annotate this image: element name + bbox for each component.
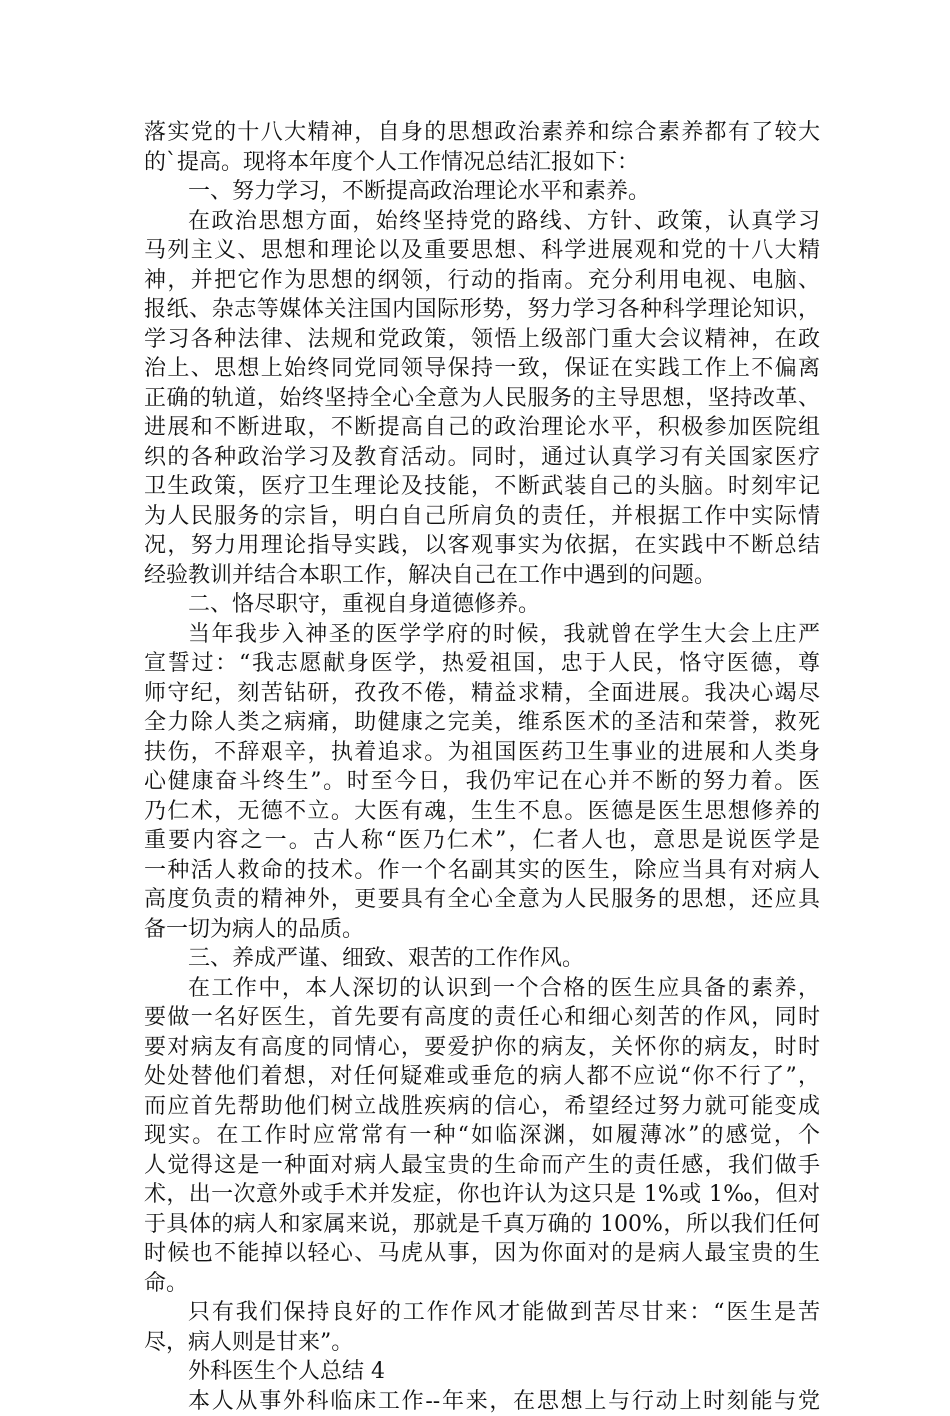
text-line: 报纸、杂志等媒体关注国内国际形势，努力学习各种科学理论知识， — [144, 295, 820, 325]
text-line: 治上、思想上始终同党同领导保持一致，保证在实践工作上不偏离 — [144, 354, 820, 384]
text-line: 乃仁术，无德不立。大医有魂，生生不息。医德是医生思想修养的 — [144, 797, 820, 827]
text-line: 本人从事外科临床工作--年来，在思想上与行动上时刻能与党 — [144, 1387, 820, 1416]
text-line: 师守纪，刻苦钻研，孜孜不倦，精益求精，全面进展。我决心竭尽 — [144, 679, 820, 709]
text-line: 而应首先帮助他们树立战胜疾病的信心，希望经过努力就可能变成 — [144, 1092, 820, 1122]
text-line: 当年我步入神圣的医学学府的时候，我就曾在学生大会上庄严 — [144, 620, 820, 650]
text-line: 况，努力用理论指导实践，以客观事实为依据，在实践中不断总结 — [144, 531, 820, 561]
text-line: 进展和不断进取，不断提高自己的政治理论水平，积极参加医院组 — [144, 413, 820, 443]
text-line: 现实。在工作时应常常有一种“如临深渊，如履薄冰”的感觉，个 — [144, 1121, 820, 1151]
text-line: 要对病友有高度的同情心，要爱护你的病友，关怀你的病友，时时 — [144, 1033, 820, 1063]
text-line: 一、努力学习，不断提高政治理论水平和素养。 — [144, 177, 820, 207]
text-line: 马列主义、思想和理论以及重要思想、科学进展观和党的十八大精 — [144, 236, 820, 266]
text-line: 宣誓过：“我志愿献身医学，热爱祖国，忠于人民，恪守医德，尊 — [144, 649, 820, 679]
text-line: 要做一名好医生，首先要有高度的责任心和细心刻苦的作风，同时 — [144, 1003, 820, 1033]
text-line: 正确的轨道，始终坚持全心全意为人民服务的主导思想，坚持改革、 — [144, 384, 820, 414]
text-line: 人觉得这是一种面对病人最宝贵的生命而产生的责任感，我们做手 — [144, 1151, 820, 1181]
text-line: 经验教训并结合本职工作，解决自己在工作中遇到的问题。 — [144, 561, 820, 591]
text-line: 落实党的十八大精神，自身的思想政治素养和综合素养都有了较大 — [144, 118, 820, 148]
text-line: 三、养成严谨、细致、艰苦的工作作风。 — [144, 944, 820, 974]
text-line: 神，并把它作为思想的纲领，行动的指南。充分利用电视、电脑、 — [144, 266, 820, 296]
text-line: 于具体的病人和家属来说，那就是千真万确的 100%，所以我们任何 — [144, 1210, 820, 1240]
text-line: 全力除人类之病痛，助健康之完美，维系医术的圣洁和荣誉，救死 — [144, 708, 820, 738]
text-line: 备一切为病人的品质。 — [144, 915, 820, 945]
text-line: 只有我们保持良好的工作作风才能做到苦尽甘来：“医生是苦 — [144, 1298, 820, 1328]
text-line: 尽，病人则是甘来”。 — [144, 1328, 820, 1358]
text-line: 二、恪尽职守，重视自身道德修养。 — [144, 590, 820, 620]
text-line: 时候也不能掉以轻心、马虎从事，因为你面对的是病人最宝贵的生 — [144, 1239, 820, 1269]
text-line: 外科医生个人总结 4 — [144, 1357, 820, 1387]
text-line: 卫生政策，医疗卫生理论及技能，不断武装自己的头脑。时刻牢记 — [144, 472, 820, 502]
text-line: 术，出一次意外或手术并发症，你也许认为这只是 1%或 1‰，但对 — [144, 1180, 820, 1210]
text-line: 学习各种法律、法规和党政策，领悟上级部门重大会议精神，在政 — [144, 325, 820, 355]
text-line: 重要内容之一。古人称“医乃仁术”，仁者人也，意思是说医学是 — [144, 826, 820, 856]
text-line: 为人民服务的宗旨，明白自己所肩负的责任，并根据工作中实际情 — [144, 502, 820, 532]
text-line: 的`提高。现将本年度个人工作情况总结汇报如下： — [144, 148, 820, 178]
text-line: 命。 — [144, 1269, 820, 1299]
text-line: 扶伤，不辞艰辛，执着追求。为祖国医药卫生事业的进展和人类身 — [144, 738, 820, 768]
text-line: 高度负责的精神外，更要具有全心全意为人民服务的思想，还应具 — [144, 885, 820, 915]
text-line: 一种活人救命的技术。作一个名副其实的医生，除应当具有对病人 — [144, 856, 820, 886]
text-line: 在政治思想方面，始终坚持党的路线、方针、政策，认真学习 — [144, 207, 820, 237]
text-line: 处处替他们着想，对任何疑难或垂危的病人都不应说“你不行了”， — [144, 1062, 820, 1092]
text-line: 心健康奋斗终生”。时至今日，我仍牢记在心并不断的努力着。医 — [144, 767, 820, 797]
text-line: 在工作中，本人深切的认识到一个合格的医生应具备的素养， — [144, 974, 820, 1004]
document-body — [144, 118, 820, 1416]
text-line: 织的各种政治学习及教育活动。同时，通过认真学习有关国家医疗 — [144, 443, 820, 473]
